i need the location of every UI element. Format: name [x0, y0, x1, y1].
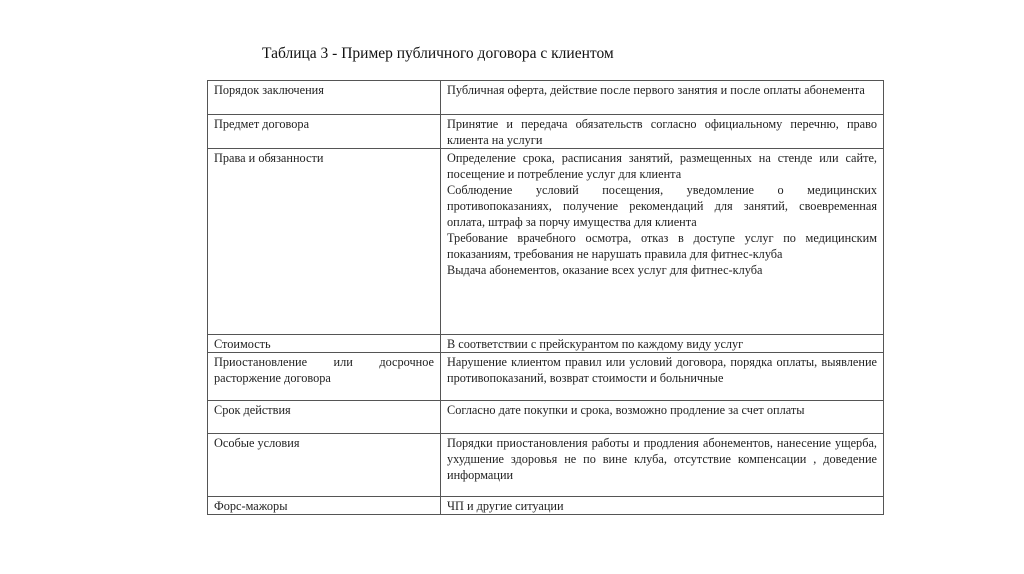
row-label: Порядок заключения [208, 81, 441, 115]
table-row [208, 353, 884, 401]
row-label: Особые условия [208, 434, 441, 497]
row-content [441, 335, 884, 353]
row-content [441, 149, 884, 335]
content-paragraph: Принятие и передача обязательств согласно официальному перечню, право клиента на услуги [447, 117, 877, 147]
content-paragraph: Порядки приостановления работы и продления абонементов, нанесение ущерба, ухудшение здоровья не по вине клуба, отсутствие компенсации , доведение информации [447, 436, 877, 482]
table-row [208, 81, 884, 115]
table-row [208, 149, 884, 335]
content-paragraph: Выдача абонементов, оказание всех услуг для фитнес-клуба [447, 263, 763, 277]
table-row [208, 115, 884, 149]
contract-table [207, 80, 884, 515]
content-paragraph: В соответствии с прейскурантом по каждому виду услуг [447, 337, 744, 351]
row-content [441, 115, 884, 149]
content-paragraph: Согласно дате покупки и срока, возможно продление за счет оплаты [447, 403, 805, 417]
content-paragraph: Определение срока, расписания занятий, размещенных на стенде или сайте, посещение и потребление услуг для клиента [447, 151, 877, 181]
row-content [441, 81, 884, 115]
row-label: Приостановление или досрочное расторжение договора [208, 353, 441, 401]
content-paragraph: Публичная оферта, действие после первого занятия и после оплаты абонемента [447, 83, 865, 97]
row-content [441, 353, 884, 401]
content-paragraph: Нарушение клиентом правил или условий договора, порядка оплаты, выявление противопоказаний, возврат стоимости и больничные [447, 355, 877, 385]
table-caption: Таблица 3 - Пример публичного договора с клиентом [262, 45, 614, 62]
content-paragraph: ЧП и другие ситуации [447, 499, 564, 513]
row-content [441, 434, 884, 497]
table-row [208, 335, 884, 353]
content-paragraph: Требование врачебного осмотра, отказ в доступе услуг по медицинским показаниям, требования не нарушать правила для фитнес-клуба [447, 231, 877, 261]
row-label: Срок действия [208, 401, 441, 434]
row-label: Предмет договора [208, 115, 441, 149]
row-label: Права и обязанности [208, 149, 441, 335]
row-label: Стоимость [208, 335, 441, 353]
content-paragraph: Соблюдение условий посещения, уведомление о медицинских противопоказаниях, получение рекомендаций для занятий, своевременная оплата, штраф за порчу имущества для клиента [447, 183, 877, 229]
table-row [208, 497, 884, 515]
row-content [441, 401, 884, 434]
table-row [208, 434, 884, 497]
row-label: Форс-мажоры [208, 497, 441, 515]
row-content [441, 497, 884, 515]
table-row [208, 401, 884, 434]
